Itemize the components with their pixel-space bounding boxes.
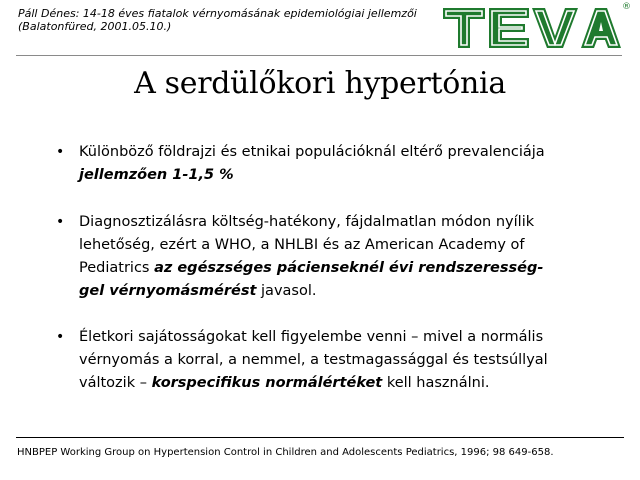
registered-trademark-mark: ® (622, 2, 631, 12)
header-note (18, 7, 438, 33)
footer-reference: HNBPEP Working Group on Hypertension Control in Children and Adolescents Pediatrics, 1996; 98 649-658. (17, 447, 554, 458)
bullet-plain-text: Pediatrics (79, 260, 155, 276)
bullet-dot: • (56, 144, 65, 160)
bullet-line (79, 372, 634, 395)
bullet-emphasis: korspecifikus normálértéket (151, 375, 383, 391)
bullet-line: Életkori sajátosságokat kell figyelembe venni – mivel a normális (79, 329, 544, 345)
bullet-line: Diagnosztizálásra költség-hatékony, fájdalmatlan módon nyílik (79, 214, 535, 230)
bullet-plain-text: kell használni. (382, 375, 490, 391)
slide-title: A serdülőkori hypertónia (134, 66, 506, 101)
teva-logo (441, 6, 621, 50)
bullet-text (79, 141, 634, 187)
bullet-plain-text: javasol. (256, 283, 317, 299)
bullet-text (79, 326, 634, 395)
footer-divider (16, 437, 624, 438)
header-note-line1: Páll Dénes: 14-18 éves fiatalok vérnyomásának epidemiológiai jellemzői (18, 7, 417, 20)
bullet-line: vérnyomás a korral, a nemmel, a testmagassággal és testsúllyal (79, 352, 548, 368)
bullet-text (79, 211, 634, 303)
bullet-line (79, 280, 634, 303)
bullet-dot: • (56, 329, 65, 345)
bullet-line: lehetőség, ezért a WHO, a NHLBI és az American Academy of (79, 237, 525, 253)
bullet-line (79, 257, 634, 280)
bullet-emphasis: gel vérnyomásmérést (79, 283, 257, 299)
bullet-plain-text: változik – (79, 375, 152, 391)
bullet-line: Különböző földrajzi és etnikai populációknál eltérő prevalenciája (79, 144, 545, 160)
bullet-dot: • (56, 214, 65, 230)
bullet-emphasis: az egészséges pácienseknél évi rendszeresség- (154, 260, 544, 276)
bullet-emphasis: jellemzően 1-1,5 % (79, 167, 234, 183)
header-note-line2: (Balatonfüred, 2001.05.10.) (18, 20, 172, 33)
header-divider (16, 55, 622, 56)
